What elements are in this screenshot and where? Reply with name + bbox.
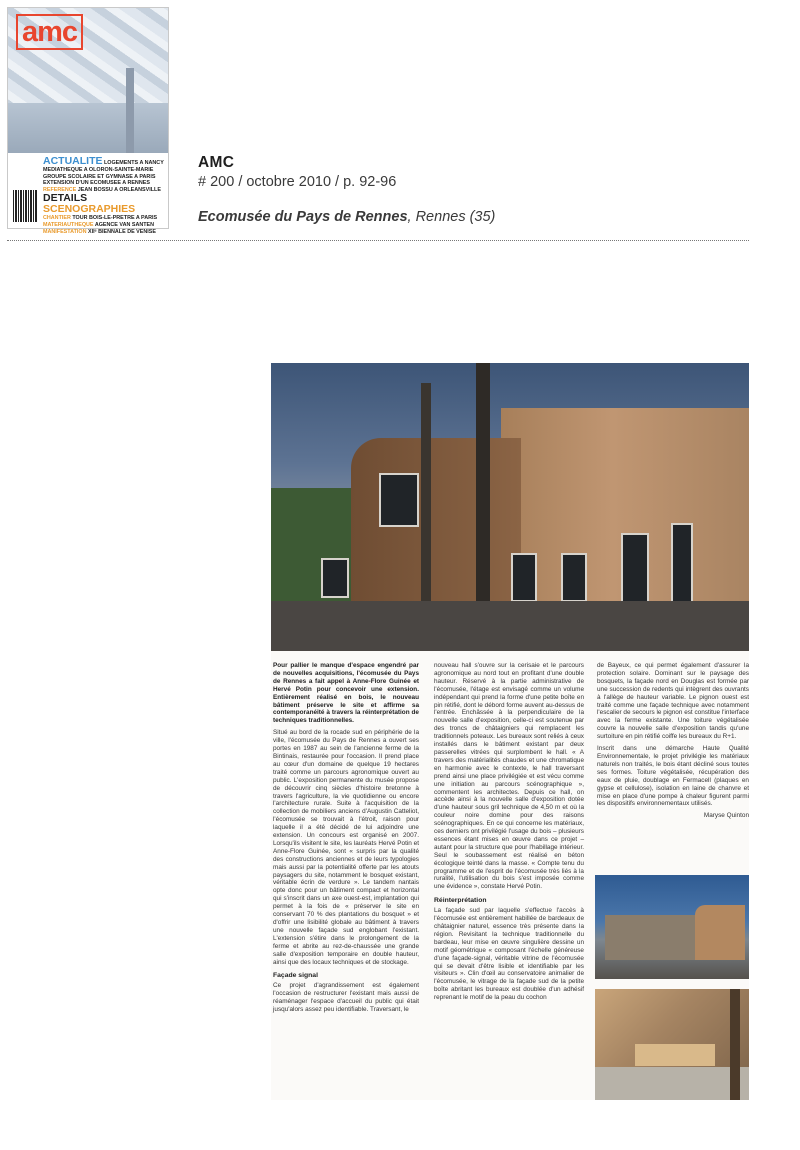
- exterior-photo: [595, 875, 749, 979]
- section-heading: Réinterprétation: [434, 897, 487, 905]
- article-paragraph: Ce projet d'agrandissement est également l'occasion de restructurer l'existant mais aussi de réaménager l'espace d'accueil du public qui était jusqu'alors assez peu identifiable. Traversant, le: [273, 982, 419, 1014]
- divider: [7, 240, 749, 241]
- article-title-name: Ecomusée du Pays de Rennes: [198, 209, 408, 225]
- article-title: [198, 209, 495, 225]
- cover-line: EXTENSION D'UN ECOMUSEE A RENNES: [43, 180, 150, 187]
- cover-head: REFERENCE: [43, 186, 77, 193]
- cover-line: TOUR BOIS-LE-PRETRE A PARIS: [72, 215, 158, 222]
- interior-photo: [595, 989, 749, 1100]
- article-paragraph: Situé au bord de la rocade sud en périphérie de la ville, l'écomusée du Pays de Rennes a ouvert ses portes en 1987 au sein de l'ancienne ferme de la Bintinais, restaurée pour l'occasion. Il prend place au cœur d'un domaine de quelque 19 hectares traité comme un parcours agronomique ouvert au public. L'exposition permanente du musée propose de découvrir cinq siècles d'histoire bretonne à travers l'agriculture, la vie quotidienne ou encore l'architecture rurale. Suite à l'acquisition de la collection de mobiliers anciens d'Augustin Catteliot, l'écomusée se trouvait à l'étroit, raison pour laquelle il a été décidé de lui adjoindre une extension. Un concours est organisé en 2007. Lorsqu'ils visitent le site, les lauréats Hervé Potin et Anne-Flore Guinée, sont « surpris par la qualité des constructions anciennes et de leurs typologies mais aussi par la potentialité offerte par les atouts paysagers du site, notamment le bosquet existant, véritable écrin de verdure ». Le tandem nantais opte donc pour un bâtiment compact et horizontal qui s'inscrit dans un axe ouest-est, implantation qui permet à la fois de « préserver le site en conservant 70 % des plantations du bosquet » et d'offrir une lisibilité globale au bâtiment à travers une nouvelle façade sud englobant l'existant. L'extension s'étire dans le prolongement de la ferme et abrite au rez-de-chaussée une grande salle d'exposition temporaire en double hauteur, ainsi que des locaux techniques et de stockage.: [273, 729, 419, 966]
- cover-line: GROUPE SCOLAIRE ET GYMNASE A PARIS: [43, 173, 156, 180]
- cover-line: XIIᵉ BIENNALE DE VENISE: [88, 228, 156, 235]
- article-reference: [198, 154, 495, 225]
- cover-headlines: [43, 156, 167, 235]
- article-paragraph: Inscrit dans une démarche Haute Qualité Environnementale, le projet privilégie les matériaux naturels non traités, le bois étant décliné sous toutes ses formes. Toiture végétalisée, récupération des eaux de pluie, doublage en Fermacell (plaques en gypse et cellulose), isolation en laine de chanvre et mise en place d'une pompe à chaleur figurent parmi les dispositifs environnementaux utilisés.: [597, 745, 749, 808]
- barcode-icon: [13, 190, 37, 222]
- cover-logo: amc: [16, 14, 83, 50]
- article-column-2: [434, 662, 584, 1006]
- main-photo: [271, 363, 749, 651]
- article-page-scan: [271, 363, 749, 1100]
- cover-head: CHANTIER: [43, 215, 71, 222]
- cover-head: MANIFESTATION: [43, 228, 87, 235]
- cover-line: SCENOGRAPHIES: [43, 203, 136, 216]
- cover-line: AGENCE VAN SANTEN: [94, 221, 155, 228]
- magazine-cover[interactable]: [7, 7, 169, 235]
- cover-line: MEDIATHEQUE A OLORON-SAINTE-MARIE: [43, 167, 154, 173]
- article-paragraph: de Bayeux, ce qui permet également d'assurer la protection solaire. Dominant sur le paysage des bosquets, la façade nord en Douglas est formée par une succession de redents qui intègrent des ouvrants à l'allège de hauteur variable. Le pignon ouest est traité comme une façade technique avec notamment l'escalier de secours le pignon est constitue l'interface avec la ferme existante. Une toiture végétalisée couvre la nouvelle salle d'exposition tandis qu'une surtoiture en pin rétifié coiffe les bureaux du R+1.: [597, 662, 749, 741]
- author-signature: Maryse Quinton: [703, 812, 749, 820]
- article-paragraph: nouveau hall s'ouvre sur la cerisaie et le parcours agronomique au nord tout en profitant d'une double hauteur. Réservé à la partie administrative de l'écomusée, l'étage est envisagé comme un volume indépendant qui prend la forme d'une petite boîte en pin rétifié, dont le débord forme auvent au-dessus de l'entrée. Enchâssée à la perpendiculaire de la nouvelle salle d'exposition, celle-ci est soutenue par des troncs de châtaigniers qui remplacent les traditionnels poteaux. Les bureaux sont reliés à ceux installés dans le bâtiment existant par deux passerelles vitrées qui surplombent le hall. « A travers des matérialités chaudes et une chromatique en harmonie avec le contexte, le hall traversant prend ainsi une place privilégiée et est vécu comme une initiation au parcours scénographique », commentent les architectes. Depuis ce hall, on accède ainsi à la nouvelle salle d'exposition dotée d'une hauteur sous gril technique de 4,50 m et où la couleur noire domine pour des raisons scénographiques. En ce qui concerne les matériaux, ces derniers ont privilégié l'usage du bois – plusieurs essences étant mises en œuvre dans ce projet – autant pour la structure que pour l'habillage intérieur. Seul le soubassement est réalisé en béton écologique teinté dans la masse. « Compte tenu du programme et de l'esprit de l'écomusée très liés à la ruralité, l'utilisation du bois s'est imposée comme une évidence », constate Hervé Potin.: [434, 662, 584, 891]
- article-column-1: [273, 662, 419, 1018]
- cover-line: JEAN BOSSU A ORLEANSVILLE: [77, 186, 161, 193]
- issue-info: # 200 / octobre 2010 / p. 92-96: [198, 174, 397, 190]
- article-lead: Pour pallier le manque d'espace engendré par de nouvelles acquisitions, l'écomusée du Pays de Rennes a fait appel à Anne-Flore Guinée et Hervé Potin pour concevoir une extension. Entièrement réalisé en bois, le nouveau bâtiment préserve le site et affirme sa contemporanéité à travers la réinterprétation de techniques traditionnelles.: [273, 662, 419, 725]
- cover-head: ACTUALITE: [43, 155, 103, 167]
- article-column-3: [597, 662, 749, 824]
- publication-name: AMC: [198, 154, 235, 171]
- cover-line: LOGEMENTS A NANCY: [104, 160, 164, 166]
- cover-head: DETAILS: [43, 192, 88, 205]
- section-heading: Façade signal: [273, 972, 318, 980]
- cover-head: MATERIAUTHEQUE: [43, 221, 94, 228]
- article-paragraph: La façade sud par laquelle s'effectue l'accès à l'écomusée est entièrement habillée de bardeaux de châtaignier naturel, essence très présente dans la région. Revisitant la technique traditionnelle du bardeau, leur mise en œuvre singulière dessine un motif géométrique « composant l'échelle généreuse d'une façade-signal, véritable vitrine de l'écomusée qui se devait d'être lisible et identifiable par les visiteurs ». Clin d'œil au conservatoire animalier de l'écomusée, le vitrage de la façade sud de la petite boîte abritant les bureaux est doublée d'un adhésif reprenant le motif de la peau du cochon: [434, 907, 584, 1002]
- article-location: , Rennes (35): [407, 209, 496, 225]
